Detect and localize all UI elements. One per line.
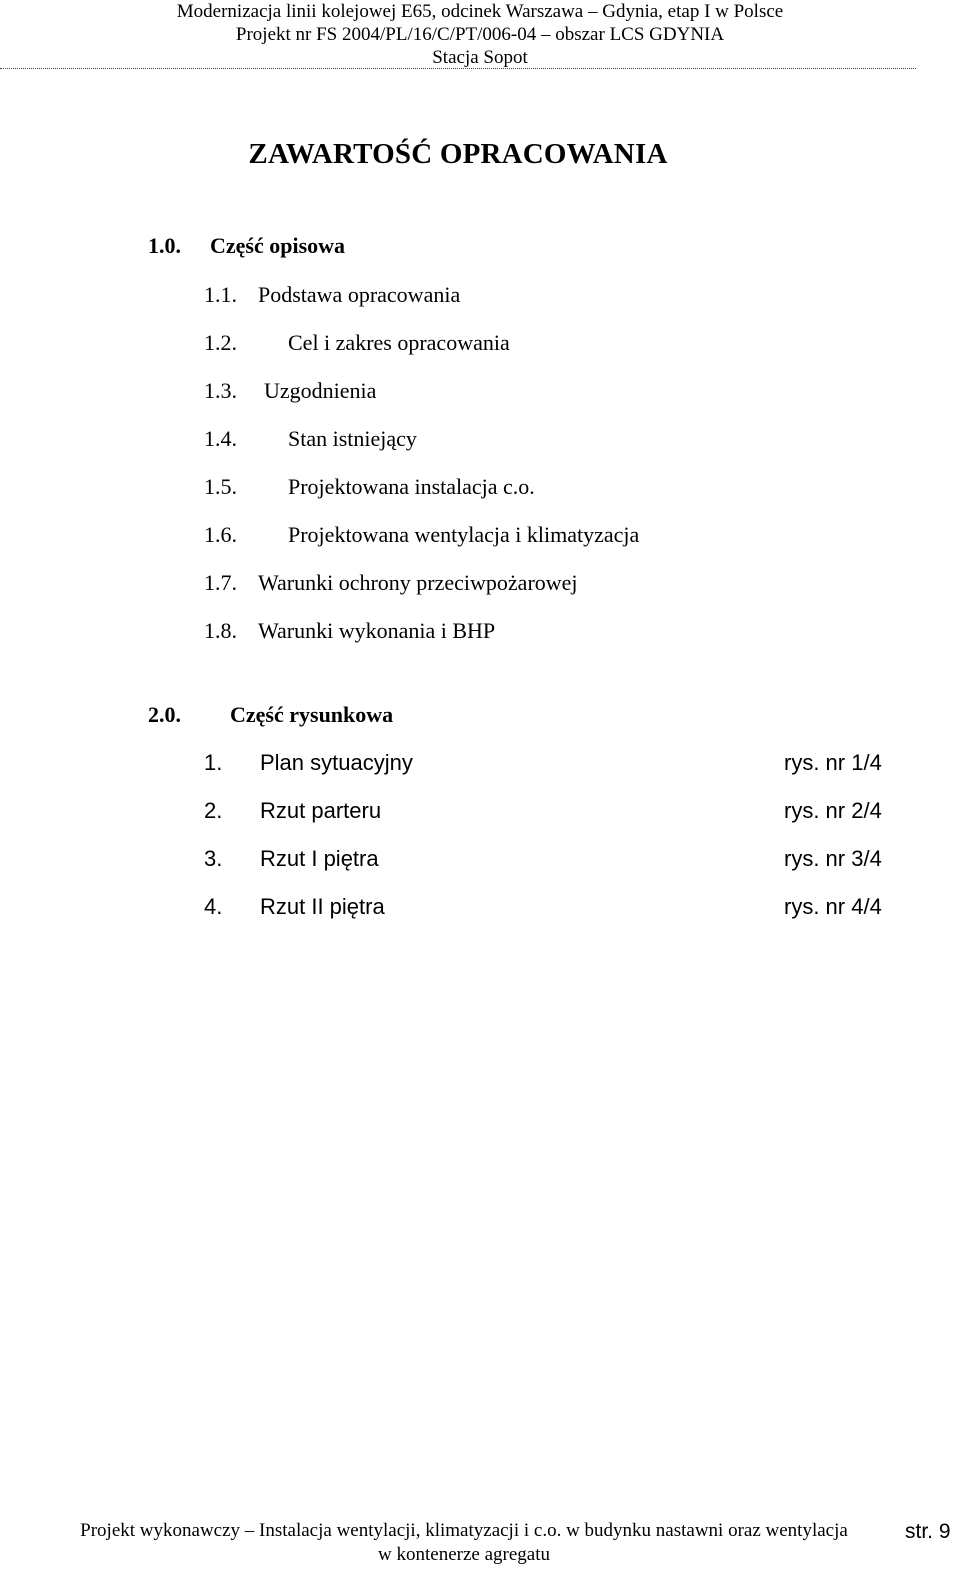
drawing-number: 2.: [204, 798, 223, 823]
toc-item-label: Cel i zakres opracowania: [288, 330, 510, 355]
drawing-title: Rzut parteru: [260, 798, 382, 823]
section-title: Część opisowa: [210, 233, 346, 258]
toc-item-number: 1.3.: [204, 378, 237, 403]
page-number: str. 9: [905, 1520, 951, 1543]
toc-item-label: Podstawa opracowania: [258, 282, 461, 307]
toc-item-number: 1.1.: [204, 282, 237, 307]
toc-item-label: Projektowana instalacja c.o.: [288, 474, 535, 499]
toc-item-number: 1.8.: [204, 618, 237, 643]
page-header: [0, 0, 960, 69]
footer-line: w kontenerze agregatu: [378, 1544, 550, 1565]
toc-item-number: 1.6.: [204, 522, 237, 547]
section-title: Część rysunkowa: [230, 702, 394, 727]
toc-item-label: Warunki wykonania i BHP: [258, 618, 496, 643]
section-number: 2.0.: [148, 702, 181, 727]
header-station: Stacja Sopot: [432, 47, 528, 68]
toc-item-label: Uzgodnienia: [264, 378, 377, 403]
section-number: 1.0.: [148, 233, 181, 258]
header-project-title: Modernizacja linii kolejowej E65, odcinek Warszawa – Gdynia, etap I w Polsce: [176, 1, 784, 22]
drawing-title: Rzut II piętra: [260, 894, 385, 919]
drawing-number: 1.: [204, 750, 223, 775]
drawing-number: 4.: [204, 894, 223, 919]
header-divider: [0, 68, 916, 69]
drawing-reference: rys. nr 2/4: [784, 798, 882, 823]
drawing-reference: rys. nr 4/4: [784, 894, 882, 919]
toc-item-label: Warunki ochrony przeciwpożarowej: [258, 570, 578, 595]
drawing-title: Plan sytuacyjny: [260, 750, 413, 775]
toc-item-number: 1.7.: [204, 570, 237, 595]
drawing-title: Rzut I piętra: [260, 846, 379, 871]
toc-item-number: 1.2.: [204, 330, 237, 355]
drawing-reference: rys. nr 3/4: [784, 846, 882, 871]
toc-item-number: 1.4.: [204, 426, 237, 451]
footer-project-description: [40, 1519, 888, 1567]
toc-item-label: Stan istniejący: [288, 426, 417, 451]
document-title: ZAWARTOŚĆ OPRACOWANIA: [248, 138, 668, 170]
drawing-reference: rys. nr 1/4: [784, 750, 882, 775]
header-project-number: Projekt nr FS 2004/PL/16/C/PT/006-04 – obszar LCS GDYNIA: [235, 24, 725, 45]
toc-item-number: 1.5.: [204, 474, 237, 499]
footer-line: Projekt wykonawczy – Instalacja wentylacji, klimatyzacji i c.o. w budynku nastawni oraz wentylacja: [80, 1520, 848, 1541]
toc-item-label: Projektowana wentylacja i klimatyzacja: [288, 522, 640, 547]
drawing-number: 3.: [204, 846, 223, 871]
